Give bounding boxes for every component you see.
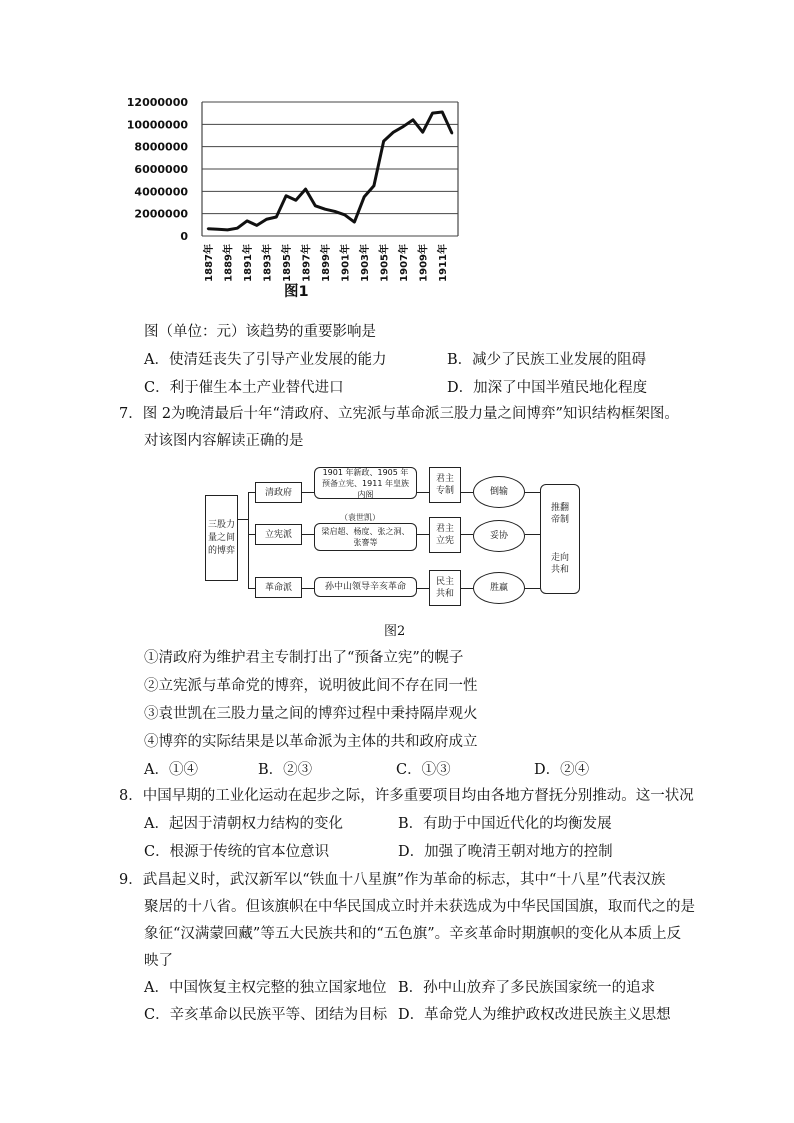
y-tick-label: 2000000 (134, 207, 188, 221)
q9-line-4: 映了 (144, 953, 173, 969)
x-tick-label: 1911年 (438, 244, 450, 282)
data-point (334, 210, 336, 212)
data-point (324, 208, 326, 210)
data-point (373, 185, 375, 187)
diagram-row2-detail-top: （袁世凯） (340, 513, 380, 522)
q9-option-a[interactable]: A．中国恢复主权完整的独立国家地位 (144, 980, 387, 996)
q7-option-c[interactable]: C．①③ (396, 762, 451, 778)
q7-stem-line2: 对该图内容解读正确的是 (144, 433, 304, 449)
y-tick-label: 12000000 (126, 96, 188, 109)
data-point (226, 229, 228, 231)
data-point (343, 214, 345, 216)
data-point (353, 221, 355, 223)
q7-item-4: ④博弈的实际结果是以革命派为主体的共和政府成立 (144, 734, 478, 750)
figure-2-caption: 图2 (384, 624, 406, 639)
q7-item-2: ②立宪派与革命党的博弈，说明彼此间不存在同一性 (144, 678, 478, 694)
data-point (412, 119, 414, 121)
q8-option-b[interactable]: B．有助于中国近代化的均衡发展 (398, 816, 612, 832)
diagram-row2-goal: 君主立宪 (429, 517, 461, 553)
q6-option-a[interactable]: A．使清廷丧失了引导产业发展的能力 (144, 352, 387, 368)
data-point (256, 224, 258, 226)
diagram-row1-detail: 1901 年新政、1905 年预备立宪、1911 年皇族内阁 (314, 467, 417, 499)
y-tick-label: 0 (180, 230, 188, 243)
diagram-right-bottom: 走向共和 (550, 553, 569, 575)
x-tick-label: 1899年 (321, 244, 333, 282)
q9-option-b[interactable]: B．孙中山放弃了多民族国家统一的追求 (398, 980, 656, 996)
q7-option-a[interactable]: A．①④ (144, 762, 198, 778)
y-tick-label: 8000000 (134, 140, 188, 154)
y-tick-label: 10000000 (126, 118, 188, 132)
diagram-left-box: 三股力量之间的博弈 (205, 495, 238, 581)
q8-option-c[interactable]: C．根源于传统的官本位意识 (144, 844, 330, 860)
x-tick-label: 1907年 (399, 244, 411, 282)
diagram-row3-result: 胜赢 (473, 572, 525, 604)
figure-2-diagram (205, 462, 590, 612)
series-line (208, 112, 452, 230)
diagram-row3-label: 革命派 (255, 577, 302, 598)
x-tick-label: 1887年 (204, 244, 215, 282)
q9-option-c[interactable]: C．辛亥革命以民族平等、团结为目标 (144, 1007, 388, 1023)
diagram-row1-result: 倒输 (473, 476, 525, 508)
q7-stem-line1: 7．图 2为晚清最后十年“清政府、立宪派与革命派三股力量之间博弈”知识结构框架图。 (119, 406, 679, 422)
diagram-right-box (540, 484, 580, 594)
q7-item-3: ③袁世凯在三股力量之间的博弈过程中秉持隔岸观火 (144, 706, 478, 722)
q6-option-d[interactable]: D．加深了中国半殖民地化程度 (447, 380, 648, 396)
diagram-row2-label: 立宪派 (255, 524, 302, 545)
data-point (265, 218, 267, 220)
q8-option-a[interactable]: A．起因于清朝权力结构的变化 (144, 816, 343, 832)
diagram-right-top: 推翻帝制 (550, 503, 569, 525)
y-tick-label: 6000000 (134, 163, 188, 176)
q7-option-d[interactable]: D．②④ (534, 762, 590, 778)
q9-line-2: 聚居的十八省。但该旗帜在中华民国成立时并未获选成为中华民国国旗，取而代之的是 (144, 899, 695, 915)
line-chart (110, 88, 470, 303)
data-point (314, 205, 316, 207)
q6-option-c[interactable]: C．利于催生本土产业替代进口 (144, 380, 344, 396)
data-point (304, 188, 306, 190)
q9-option-d[interactable]: D．革命党人为维护政权改进民族主义思想 (398, 1007, 671, 1023)
data-point (392, 131, 394, 133)
q6-stem: 图（单位：元）该趋势的重要影响是 (144, 324, 376, 340)
q7-option-b[interactable]: B．②③ (258, 762, 313, 778)
x-tick-label: 1889年 (223, 244, 235, 282)
x-tick-label: 1891年 (243, 244, 255, 282)
data-point (431, 112, 433, 114)
y-tick-label: 4000000 (134, 185, 188, 199)
data-point (285, 195, 287, 197)
diagram-row2-result: 妥协 (473, 520, 525, 552)
data-point (295, 199, 297, 201)
data-point (451, 132, 453, 134)
diagram-row3-goal: 民主共和 (429, 570, 461, 606)
q8-stem: 8．中国早期的工业化运动在起步之际，许多重要项目均由各地方督抚分别推动。这一状况 (119, 788, 694, 804)
data-point (363, 196, 365, 198)
figure-1-caption: 图1 (284, 284, 309, 300)
x-tick-label: 1905年 (379, 244, 391, 282)
data-point (217, 228, 219, 230)
diagram-row1-label: 清政府 (255, 482, 302, 503)
q6-option-b[interactable]: B．减少了民族工业发展的阻碍 (447, 352, 647, 368)
diagram-row1-goal: 君主专制 (429, 467, 461, 503)
x-tick-label: 1893年 (262, 244, 274, 282)
data-point (246, 220, 248, 222)
x-tick-label: 1901年 (340, 244, 352, 282)
q7-item-1: ①清政府为维护君主专制打出了“预备立宪”的幌子 (144, 650, 464, 666)
x-tick-label: 1895年 (282, 244, 294, 282)
diagram-row2-detail: 梁启超、杨度、张之洞、张謇等 (314, 523, 417, 551)
q9-line-3: 象征“汉满蒙回藏”等五大民族共和的“五色旗”。辛亥革命时期旗帜的变化从本质上反 (144, 926, 682, 942)
data-point (207, 228, 209, 230)
data-point (382, 140, 384, 142)
x-tick-label: 1909年 (418, 244, 430, 282)
diagram-row3-detail: 孙中山领导辛亥革命 (314, 577, 417, 597)
data-point (441, 111, 443, 113)
q9-line-1: 9．武昌起义时，武汉新军以“铁血十八星旗”作为革命的标志，其中“十八星”代表汉族 (119, 872, 666, 888)
x-tick-label: 1897年 (301, 244, 313, 282)
figure-1 (110, 88, 470, 303)
data-point (402, 125, 404, 127)
data-point (422, 131, 424, 133)
data-point (236, 227, 238, 229)
x-tick-label: 1903年 (360, 244, 372, 282)
data-point (275, 216, 277, 218)
q8-option-d[interactable]: D．加强了晚清王朝对地方的控制 (398, 844, 613, 860)
